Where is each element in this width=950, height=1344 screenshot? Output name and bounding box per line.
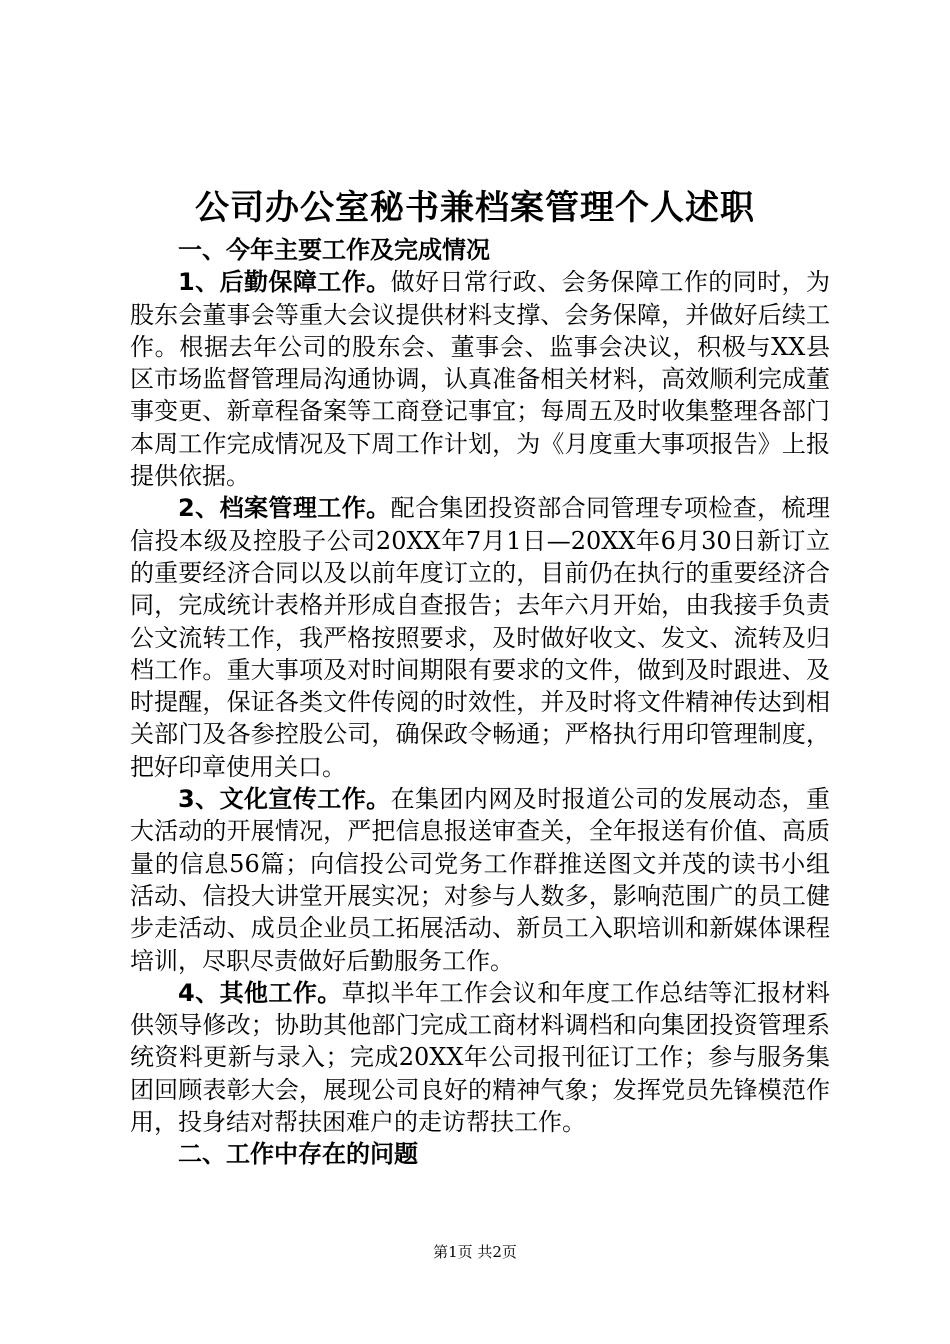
document-body <box>130 234 830 1171</box>
paragraph-item-4 <box>130 977 830 1138</box>
page-footer: 第1页 共2页 <box>433 1243 517 1261</box>
item-text: 配合集团投资部合同管理专项检查，梳理信投本级及控股子公司20XX年7月1日—20XX年6月30日新订立的重要经济合同以及以前年度订立的，目前仍在执行的重要经济合同，完成统计表格并形成自查报告；去年六月开始，由我接手负责公文流转工作，我严格按照要求，及时做好收文、发文、流转及归档工作。重大事项及对时间期限有要求的文件，做到及时跟进、及时提醒，保证各类文件传阅的时效性，并及时将文件精神传达到相关部门及各参控股公司，确保政令畅通；严格执行用印管理制度，把好印章使用关口。 <box>130 494 830 781</box>
item-label: 4、其他工作。 <box>178 978 342 1007</box>
section-heading: 二、工作中存在的问题 <box>178 1140 418 1169</box>
item-text: 在集团内网及时报道公司的发展动态，重大活动的开展情况，严把信息报送审查关，全年报送有价值、高质量的信息56篇；向信投公司党务工作群推送图文并茂的读书小组活动、信投大讲堂开展实况；对参与人数多，影响范围广的员工健步走活动、成员企业员工拓展活动、新员工入职培训和新媒体课程培训，尽职尽责做好后勤服务工作。 <box>130 785 830 975</box>
item-label: 1、后勤保障工作。 <box>178 268 391 297</box>
document-title: 公司办公室秘书兼档案管理个人述职 <box>195 188 755 228</box>
paragraph-item-2 <box>130 492 830 783</box>
item-text: 草拟半年工作会议和年度工作总结等汇报材料供领导修改；协助其他部门完成工商材料调档和向集团投资管理系统资料更新与录入；完成20XX年公司报刊征订工作；参与服务集团回顾表彰大会，展现公司良好的精神气象；发挥党员先锋模范作用，投身结对帮扶困难户的走访帮扶工作。 <box>130 978 831 1137</box>
item-label: 2、档案管理工作。 <box>178 494 391 523</box>
item-text: 做好日常行政、会务保障工作的同时，为股东会董事会等重大会议提供材料支撑、会务保障，并做好后续工作。根据去年公司的股东会、董事会、监事会决议，积极与XX县区市场监督管理局沟通协调，认真准备相关材料，高效顺利完成董事变更、新章程备案等工商登记事宜；每周五及时收集整理各部门本周工作完成情况及下周工作计划，为《月度重大事项报告》上报提供依据。 <box>130 268 830 491</box>
section-heading: 一、今年主要工作及完成情况 <box>178 236 490 264</box>
item-label: 3、文化宣传工作。 <box>178 785 391 814</box>
paragraph-item-1 <box>130 266 830 492</box>
paragraph-item-3 <box>130 783 830 977</box>
